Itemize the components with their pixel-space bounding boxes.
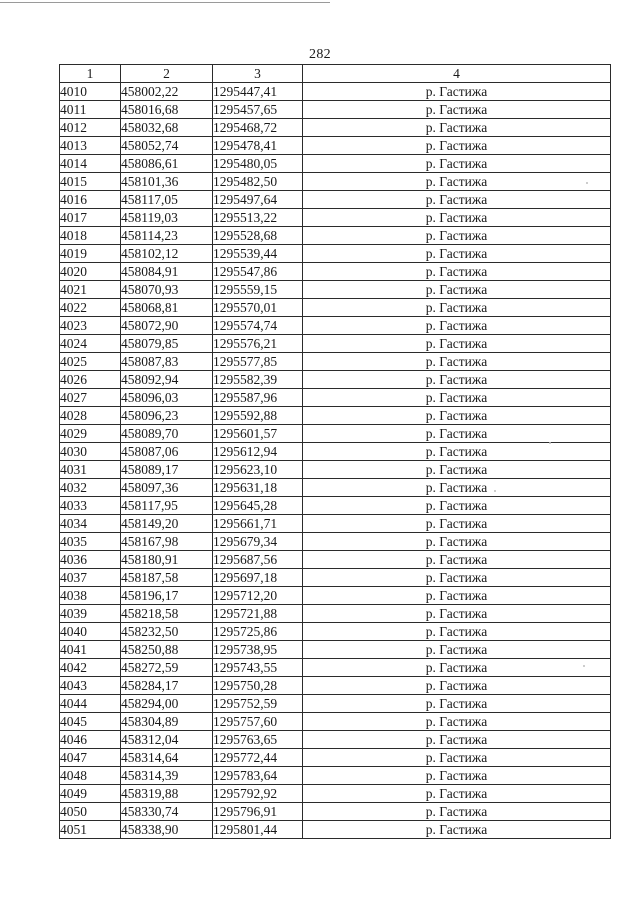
table-row [60, 641, 611, 659]
cell-object-name: р. Гастижа [303, 389, 611, 407]
cell-point-number: 4049 [60, 785, 121, 803]
cell-x-coordinate: 458196,17 [121, 587, 213, 605]
cell-point-number: 4025 [60, 353, 121, 371]
cell-object-name: р. Гастижа [303, 83, 611, 101]
cell-object-name: р. Гастижа [303, 245, 611, 263]
cell-x-coordinate: 458284,17 [121, 677, 213, 695]
cell-point-number: 4039 [60, 605, 121, 623]
cell-y-coordinate: 1295482,50 [213, 173, 303, 191]
cell-point-number: 4042 [60, 659, 121, 677]
cell-x-coordinate: 458092,94 [121, 371, 213, 389]
cell-object-name: р. Гастижа [303, 587, 611, 605]
cell-x-coordinate: 458312,04 [121, 731, 213, 749]
cell-object-name: р. Гастижа [303, 551, 611, 569]
cell-x-coordinate: 458002,22 [121, 83, 213, 101]
scan-speck [549, 442, 551, 444]
table-row [60, 425, 611, 443]
column-header-1: 1 [60, 65, 121, 83]
cell-object-name: р. Гастижа [303, 641, 611, 659]
table-row [60, 335, 611, 353]
scan-speck [494, 490, 496, 492]
cell-object-name: р. Гастижа [303, 677, 611, 695]
cell-point-number: 4023 [60, 317, 121, 335]
cell-point-number: 4050 [60, 803, 121, 821]
cell-y-coordinate: 1295570,01 [213, 299, 303, 317]
table-row [60, 623, 611, 641]
cell-y-coordinate: 1295757,60 [213, 713, 303, 731]
cell-x-coordinate: 458032,68 [121, 119, 213, 137]
cell-y-coordinate: 1295631,18 [213, 479, 303, 497]
cell-x-coordinate: 458097,36 [121, 479, 213, 497]
table-row [60, 785, 611, 803]
cell-y-coordinate: 1295743,55 [213, 659, 303, 677]
cell-y-coordinate: 1295623,10 [213, 461, 303, 479]
cell-point-number: 4011 [60, 101, 121, 119]
cell-y-coordinate: 1295497,64 [213, 191, 303, 209]
cell-object-name: р. Гастижа [303, 173, 611, 191]
cell-x-coordinate: 458250,88 [121, 641, 213, 659]
cell-y-coordinate: 1295645,28 [213, 497, 303, 515]
cell-y-coordinate: 1295468,72 [213, 119, 303, 137]
cell-object-name: р. Гастижа [303, 623, 611, 641]
table-row [60, 263, 611, 281]
cell-point-number: 4043 [60, 677, 121, 695]
cell-y-coordinate: 1295513,22 [213, 209, 303, 227]
table-row [60, 803, 611, 821]
table-row [60, 659, 611, 677]
table-row [60, 119, 611, 137]
cell-x-coordinate: 458319,88 [121, 785, 213, 803]
cell-object-name: р. Гастижа [303, 731, 611, 749]
cell-x-coordinate: 458338,90 [121, 821, 213, 839]
cell-x-coordinate: 458330,74 [121, 803, 213, 821]
table-row [60, 245, 611, 263]
cell-object-name: р. Гастижа [303, 515, 611, 533]
cell-y-coordinate: 1295601,57 [213, 425, 303, 443]
scan-speck [583, 665, 585, 667]
table-row [60, 713, 611, 731]
table-header-row [60, 65, 611, 83]
cell-point-number: 4017 [60, 209, 121, 227]
table-row [60, 533, 611, 551]
cell-point-number: 4016 [60, 191, 121, 209]
table-row [60, 443, 611, 461]
cell-object-name: р. Гастижа [303, 191, 611, 209]
table-row [60, 605, 611, 623]
cell-point-number: 4010 [60, 83, 121, 101]
cell-x-coordinate: 458086,61 [121, 155, 213, 173]
cell-x-coordinate: 458052,74 [121, 137, 213, 155]
table-row [60, 767, 611, 785]
cell-object-name: р. Гастижа [303, 803, 611, 821]
cell-point-number: 4028 [60, 407, 121, 425]
cell-y-coordinate: 1295577,85 [213, 353, 303, 371]
cell-x-coordinate: 458070,93 [121, 281, 213, 299]
cell-object-name: р. Гастижа [303, 713, 611, 731]
cell-object-name: р. Гастижа [303, 767, 611, 785]
cell-point-number: 4013 [60, 137, 121, 155]
cell-y-coordinate: 1295796,91 [213, 803, 303, 821]
cell-y-coordinate: 1295612,94 [213, 443, 303, 461]
table-row [60, 695, 611, 713]
cell-point-number: 4036 [60, 551, 121, 569]
cell-x-coordinate: 458218,58 [121, 605, 213, 623]
cell-object-name: р. Гастижа [303, 695, 611, 713]
cell-point-number: 4034 [60, 515, 121, 533]
cell-x-coordinate: 458096,23 [121, 407, 213, 425]
cell-point-number: 4021 [60, 281, 121, 299]
cell-y-coordinate: 1295697,18 [213, 569, 303, 587]
table-row [60, 569, 611, 587]
cell-object-name: р. Гастижа [303, 821, 611, 839]
cell-point-number: 4029 [60, 425, 121, 443]
cell-point-number: 4047 [60, 749, 121, 767]
cell-y-coordinate: 1295528,68 [213, 227, 303, 245]
cell-x-coordinate: 458314,39 [121, 767, 213, 785]
cell-object-name: р. Гастижа [303, 533, 611, 551]
cell-y-coordinate: 1295801,44 [213, 821, 303, 839]
cell-point-number: 4046 [60, 731, 121, 749]
table-row [60, 479, 611, 497]
table-row [60, 317, 611, 335]
cell-object-name: р. Гастижа [303, 425, 611, 443]
cell-y-coordinate: 1295574,74 [213, 317, 303, 335]
cell-x-coordinate: 458304,89 [121, 713, 213, 731]
table-row [60, 155, 611, 173]
table-row [60, 515, 611, 533]
cell-point-number: 4031 [60, 461, 121, 479]
cell-point-number: 4045 [60, 713, 121, 731]
column-header-3: 3 [213, 65, 303, 83]
cell-x-coordinate: 458180,91 [121, 551, 213, 569]
cell-y-coordinate: 1295712,20 [213, 587, 303, 605]
cell-y-coordinate: 1295721,88 [213, 605, 303, 623]
cell-point-number: 4037 [60, 569, 121, 587]
table-row [60, 299, 611, 317]
table-row [60, 821, 611, 839]
cell-point-number: 4022 [60, 299, 121, 317]
cell-object-name: р. Гастижа [303, 659, 611, 677]
table-row [60, 587, 611, 605]
cell-point-number: 4012 [60, 119, 121, 137]
cell-x-coordinate: 458101,36 [121, 173, 213, 191]
cell-x-coordinate: 458087,06 [121, 443, 213, 461]
cell-object-name: р. Гастижа [303, 479, 611, 497]
cell-x-coordinate: 458294,00 [121, 695, 213, 713]
cell-object-name: р. Гастижа [303, 137, 611, 155]
cell-x-coordinate: 458114,23 [121, 227, 213, 245]
cell-object-name: р. Гастижа [303, 569, 611, 587]
table-row [60, 101, 611, 119]
cell-point-number: 4030 [60, 443, 121, 461]
table-row [60, 209, 611, 227]
cell-y-coordinate: 1295792,92 [213, 785, 303, 803]
cell-y-coordinate: 1295763,65 [213, 731, 303, 749]
cell-object-name: р. Гастижа [303, 461, 611, 479]
page-number: 282 [309, 47, 331, 62]
cell-y-coordinate: 1295738,95 [213, 641, 303, 659]
cell-y-coordinate: 1295547,86 [213, 263, 303, 281]
cell-y-coordinate: 1295592,88 [213, 407, 303, 425]
cell-y-coordinate: 1295587,96 [213, 389, 303, 407]
table-row [60, 173, 611, 191]
cell-object-name: р. Гастижа [303, 227, 611, 245]
cell-x-coordinate: 458087,83 [121, 353, 213, 371]
table-body [60, 83, 611, 839]
table-row [60, 551, 611, 569]
scan-top-rule [0, 2, 330, 3]
cell-object-name: р. Гастижа [303, 353, 611, 371]
cell-point-number: 4019 [60, 245, 121, 263]
scan-speck [586, 182, 588, 184]
cell-x-coordinate: 458079,85 [121, 335, 213, 353]
cell-x-coordinate: 458096,03 [121, 389, 213, 407]
cell-y-coordinate: 1295752,59 [213, 695, 303, 713]
cell-x-coordinate: 458119,03 [121, 209, 213, 227]
cell-y-coordinate: 1295783,64 [213, 767, 303, 785]
cell-object-name: р. Гастижа [303, 281, 611, 299]
cell-y-coordinate: 1295772,44 [213, 749, 303, 767]
cell-point-number: 4041 [60, 641, 121, 659]
cell-object-name: р. Гастижа [303, 101, 611, 119]
column-header-2: 2 [121, 65, 213, 83]
table-row [60, 137, 611, 155]
cell-point-number: 4038 [60, 587, 121, 605]
cell-point-number: 4040 [60, 623, 121, 641]
cell-object-name: р. Гастижа [303, 335, 611, 353]
cell-x-coordinate: 458187,58 [121, 569, 213, 587]
cell-object-name: р. Гастижа [303, 119, 611, 137]
table-row [60, 353, 611, 371]
cell-x-coordinate: 458016,68 [121, 101, 213, 119]
cell-object-name: р. Гастижа [303, 749, 611, 767]
cell-y-coordinate: 1295539,44 [213, 245, 303, 263]
cell-object-name: р. Гастижа [303, 605, 611, 623]
cell-x-coordinate: 458089,70 [121, 425, 213, 443]
coordinates-table [59, 64, 611, 839]
cell-y-coordinate: 1295447,41 [213, 83, 303, 101]
cell-y-coordinate: 1295478,41 [213, 137, 303, 155]
cell-x-coordinate: 458314,64 [121, 749, 213, 767]
table-row [60, 389, 611, 407]
cell-x-coordinate: 458068,81 [121, 299, 213, 317]
cell-x-coordinate: 458232,50 [121, 623, 213, 641]
cell-x-coordinate: 458089,17 [121, 461, 213, 479]
cell-object-name: р. Гастижа [303, 263, 611, 281]
cell-point-number: 4014 [60, 155, 121, 173]
cell-x-coordinate: 458117,05 [121, 191, 213, 209]
cell-x-coordinate: 458102,12 [121, 245, 213, 263]
cell-point-number: 4033 [60, 497, 121, 515]
table-row [60, 83, 611, 101]
cell-object-name: р. Гастижа [303, 371, 611, 389]
cell-x-coordinate: 458167,98 [121, 533, 213, 551]
cell-point-number: 4051 [60, 821, 121, 839]
column-header-4: 4 [303, 65, 611, 83]
cell-object-name: р. Гастижа [303, 209, 611, 227]
table-row [60, 227, 611, 245]
table-row [60, 281, 611, 299]
cell-point-number: 4018 [60, 227, 121, 245]
cell-y-coordinate: 1295457,65 [213, 101, 303, 119]
cell-y-coordinate: 1295679,34 [213, 533, 303, 551]
cell-y-coordinate: 1295750,28 [213, 677, 303, 695]
cell-point-number: 4015 [60, 173, 121, 191]
cell-point-number: 4044 [60, 695, 121, 713]
cell-point-number: 4020 [60, 263, 121, 281]
cell-object-name: р. Гастижа [303, 155, 611, 173]
cell-point-number: 4027 [60, 389, 121, 407]
table-row [60, 749, 611, 767]
cell-y-coordinate: 1295687,56 [213, 551, 303, 569]
table-row [60, 371, 611, 389]
cell-y-coordinate: 1295480,05 [213, 155, 303, 173]
cell-y-coordinate: 1295559,15 [213, 281, 303, 299]
cell-object-name: р. Гастижа [303, 443, 611, 461]
cell-y-coordinate: 1295661,71 [213, 515, 303, 533]
cell-object-name: р. Гастижа [303, 317, 611, 335]
cell-y-coordinate: 1295725,86 [213, 623, 303, 641]
cell-x-coordinate: 458072,90 [121, 317, 213, 335]
table-row [60, 461, 611, 479]
cell-point-number: 4024 [60, 335, 121, 353]
cell-y-coordinate: 1295576,21 [213, 335, 303, 353]
cell-point-number: 4048 [60, 767, 121, 785]
cell-x-coordinate: 458149,20 [121, 515, 213, 533]
cell-point-number: 4035 [60, 533, 121, 551]
table-row [60, 407, 611, 425]
cell-point-number: 4032 [60, 479, 121, 497]
cell-x-coordinate: 458084,91 [121, 263, 213, 281]
cell-object-name: р. Гастижа [303, 497, 611, 515]
table-row [60, 731, 611, 749]
cell-object-name: р. Гастижа [303, 407, 611, 425]
table-row [60, 191, 611, 209]
cell-x-coordinate: 458117,95 [121, 497, 213, 515]
table-row [60, 677, 611, 695]
cell-y-coordinate: 1295582,39 [213, 371, 303, 389]
cell-object-name: р. Гастижа [303, 785, 611, 803]
cell-point-number: 4026 [60, 371, 121, 389]
cell-object-name: р. Гастижа [303, 299, 611, 317]
cell-x-coordinate: 458272,59 [121, 659, 213, 677]
table-row [60, 497, 611, 515]
